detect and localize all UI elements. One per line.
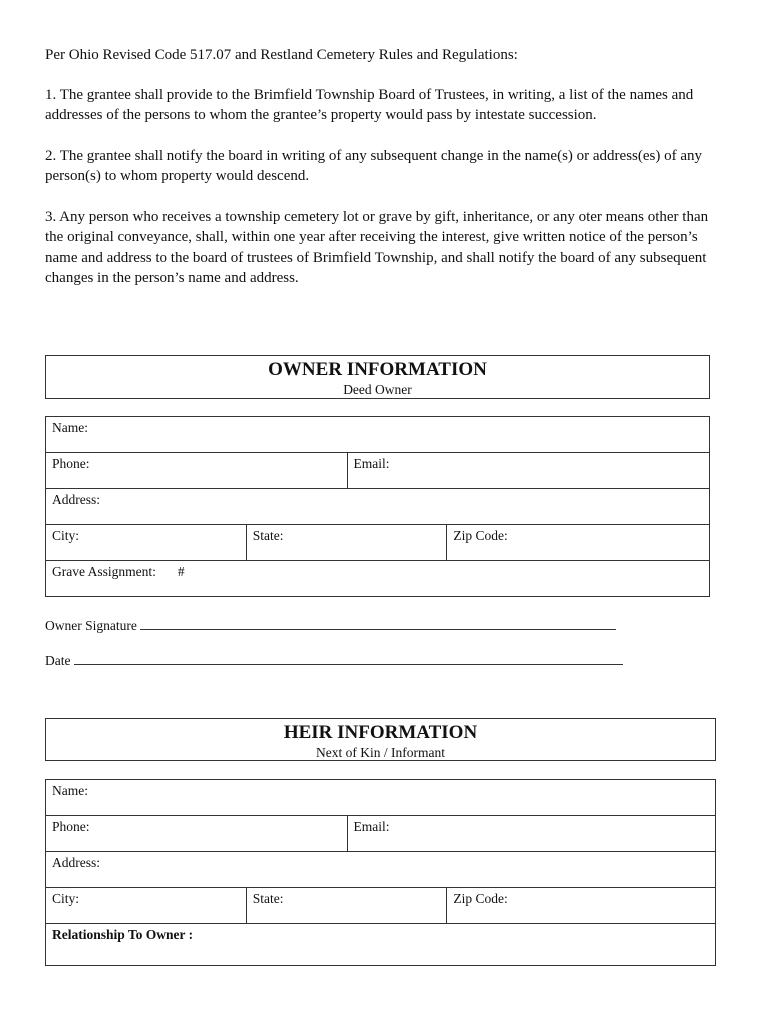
owner-phone-field[interactable] bbox=[46, 453, 348, 489]
heir-email-label: Email: bbox=[353, 819, 390, 834]
owner-section-subtitle: Deed Owner bbox=[343, 382, 412, 397]
owner-address-field[interactable] bbox=[46, 489, 710, 525]
owner-zip-label: Zip Code: bbox=[453, 528, 508, 543]
owner-section-header bbox=[45, 355, 710, 399]
owner-section-title: OWNER INFORMATION bbox=[268, 359, 487, 380]
owner-name-field[interactable] bbox=[46, 417, 710, 453]
owner-state-label: State: bbox=[252, 528, 284, 543]
heir-address-field[interactable] bbox=[46, 852, 716, 888]
owner-phone-label: Phone: bbox=[52, 456, 90, 471]
heir-phone-label: Phone: bbox=[52, 819, 90, 834]
heir-section-title: HEIR INFORMATION bbox=[283, 722, 478, 743]
intro-item-1: 1. The grantee shall provide to the Brimfield Township Board of Trustees, in writing, a list of the names and addresses of the persons to whom the grantee’s property would pass by intestate succession. bbox=[45, 86, 694, 123]
heir-city-field[interactable] bbox=[46, 888, 247, 924]
owner-state-field[interactable] bbox=[246, 525, 447, 561]
heir-address-label: Address: bbox=[52, 855, 100, 870]
owner-zip-field[interactable] bbox=[447, 525, 710, 561]
owner-name-label: Name: bbox=[52, 420, 88, 435]
intro-item-3: 3. Any person who receives a township cemetery lot or grave by gift, inheritance, or any oter means other than the original conveyance, shall, within one year after receiving the interest, give written notice of the person’s name and address to the board of trustees of Brimfield Township, and shall notify the board of any subsequent changes in the person’s name and address. bbox=[45, 208, 709, 286]
owner-city-field[interactable] bbox=[46, 525, 247, 561]
heir-state-label: State: bbox=[252, 891, 284, 906]
owner-date-label: Date bbox=[45, 653, 71, 668]
intro-heading: Per Ohio Revised Code 517.07 and Restland Cemetery Rules and Regulations: bbox=[45, 47, 518, 63]
owner-address-label: Address: bbox=[52, 492, 100, 507]
owner-signature-label: Owner Signature bbox=[45, 618, 137, 633]
heir-state-field[interactable] bbox=[246, 888, 447, 924]
heir-zip-field[interactable] bbox=[447, 888, 716, 924]
intro-text bbox=[45, 45, 725, 309]
owner-city-label: City: bbox=[52, 528, 80, 543]
heir-city-label: City: bbox=[52, 891, 80, 906]
intro-item-2: 2. The grantee shall notify the board in writing of any subsequent change in the name(s) or address(es) of any person(s) to whom property would descend. bbox=[45, 147, 703, 184]
heir-section-header bbox=[45, 718, 716, 761]
heir-name-field[interactable] bbox=[46, 780, 716, 816]
heir-email-field[interactable] bbox=[347, 816, 715, 852]
owner-date-line[interactable] bbox=[45, 652, 623, 669]
heir-phone-field[interactable] bbox=[46, 816, 348, 852]
heir-name-label: Name: bbox=[52, 783, 88, 798]
owner-grave-label: Grave Assignment: bbox=[52, 564, 156, 579]
owner-signature-line[interactable] bbox=[45, 617, 616, 634]
heir-relationship-label: Relationship To Owner : bbox=[52, 927, 194, 942]
heir-section-subtitle: Next of Kin / Informant bbox=[316, 745, 445, 760]
heir-relationship-field[interactable] bbox=[46, 924, 716, 966]
heir-form-table bbox=[45, 779, 716, 966]
owner-email-label: Email: bbox=[353, 456, 390, 471]
owner-grave-field[interactable] bbox=[46, 561, 710, 597]
owner-email-field[interactable] bbox=[347, 453, 709, 489]
owner-form-table bbox=[45, 416, 710, 597]
owner-grave-hash: # bbox=[177, 564, 185, 579]
heir-zip-label: Zip Code: bbox=[453, 891, 508, 906]
